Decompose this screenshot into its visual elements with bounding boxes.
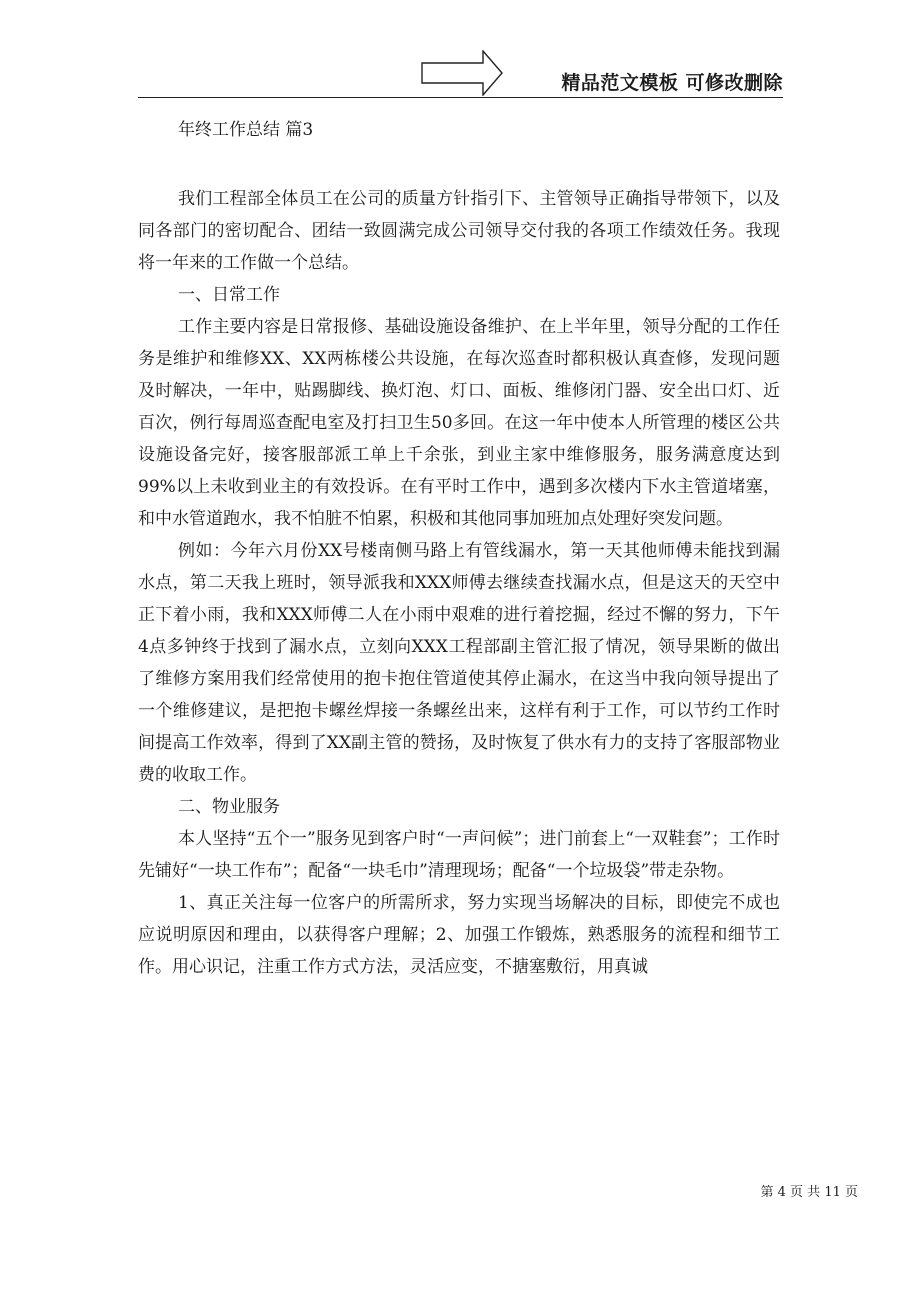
header-divider — [138, 97, 783, 98]
paragraph-daily-work: 工作主要内容是日常报修、基础设施设备维护、在上半年里，领导分配的工作任务是维护和维修XX、XX两栋楼公共设施，在每次巡查时都积极认真查修，发现问题及时解决，一年中，贴踢脚线、换灯泡、灯口、面板、维修闭门器、安全出口灯、近百次，例行每周巡查配电室及打扫卫生50多回。在这一年中使本人所管理的楼区公共设施设备完好，接客服部派工单上千余张，到业主家中维修服务，服务满意度达到99%以上未收到业主的有效投诉。在有平时工作中，遇到多次楼内下水主管道堵塞，和中水管道跑水，我不怕脏不怕累，积极和其他同事加班加点处理好突发问题。 — [138, 317, 780, 529]
paragraph-five-ones: 本人坚持“五个一”服务见到客户时“一声问候”；进门前套上“一双鞋套”；工作时先铺好“一块工作布”；配备“一块毛巾”清理现场；配备“一个垃圾袋”带走杂物。 — [138, 829, 780, 881]
document-body — [138, 114, 780, 983]
page-number: 第 4 页 共 11 页 — [760, 1185, 858, 1200]
header-banner-text: 精品范文模板 可修改删除 — [561, 72, 783, 94]
document-title: 年终工作总结 篇3 — [178, 120, 314, 140]
paragraph-example: 例如：今年六月份XX号楼南侧马路上有管线漏水，第一天其他师傅未能找到漏水点，第二天我上班时，领导派我和XXX师傅去继续查找漏水点，但是这天的天空中正下着小雨，我和XXX师傅二人在小雨中艰难的进行着挖掘，经过不懈的努力，下午4点多钟终于找到了漏水点，立刻向XXX工程部副主管汇报了情况，领导果断的做出了维修方案用我们经常使用的抱卡抱住管道使其停止漏水，在这当中我向领导提出了一个维修建议，是把抱卡螺丝焊接一条螺丝出来，这样有利于工作，可以节约工作时间提高工作效率，得到了XX副主管的赞扬，及时恢复了供水有力的支持了客服部物业费的收取工作。 — [138, 541, 780, 785]
paragraph-service-points: 1、真正关注每一位客户的所需所求，努力实现当场解决的目标，即使完不成也应说明原因和理由，以获得客户理解；2、加强工作锻炼，熟悉服务的流程和细节工作。用心识记，注重工作方式方法，灵活应变，不搪塞敷衍，用真诚 — [138, 893, 780, 977]
page-header — [138, 50, 783, 98]
section-heading-daily-work: 一、日常工作 — [178, 285, 280, 305]
right-arrow-icon — [421, 50, 503, 96]
title-spacer — [138, 146, 780, 183]
paragraph-intro: 我们工程部全体员工在公司的质量方针指引下、主管领导正确指导带领下，以及同各部门的密切配合、团结一致圆满完成公司领导交付我的各项工作绩效任务。我现将一年来的工作做一个总结。 — [138, 189, 780, 273]
section-heading-property-service: 二、物业服务 — [178, 797, 280, 817]
